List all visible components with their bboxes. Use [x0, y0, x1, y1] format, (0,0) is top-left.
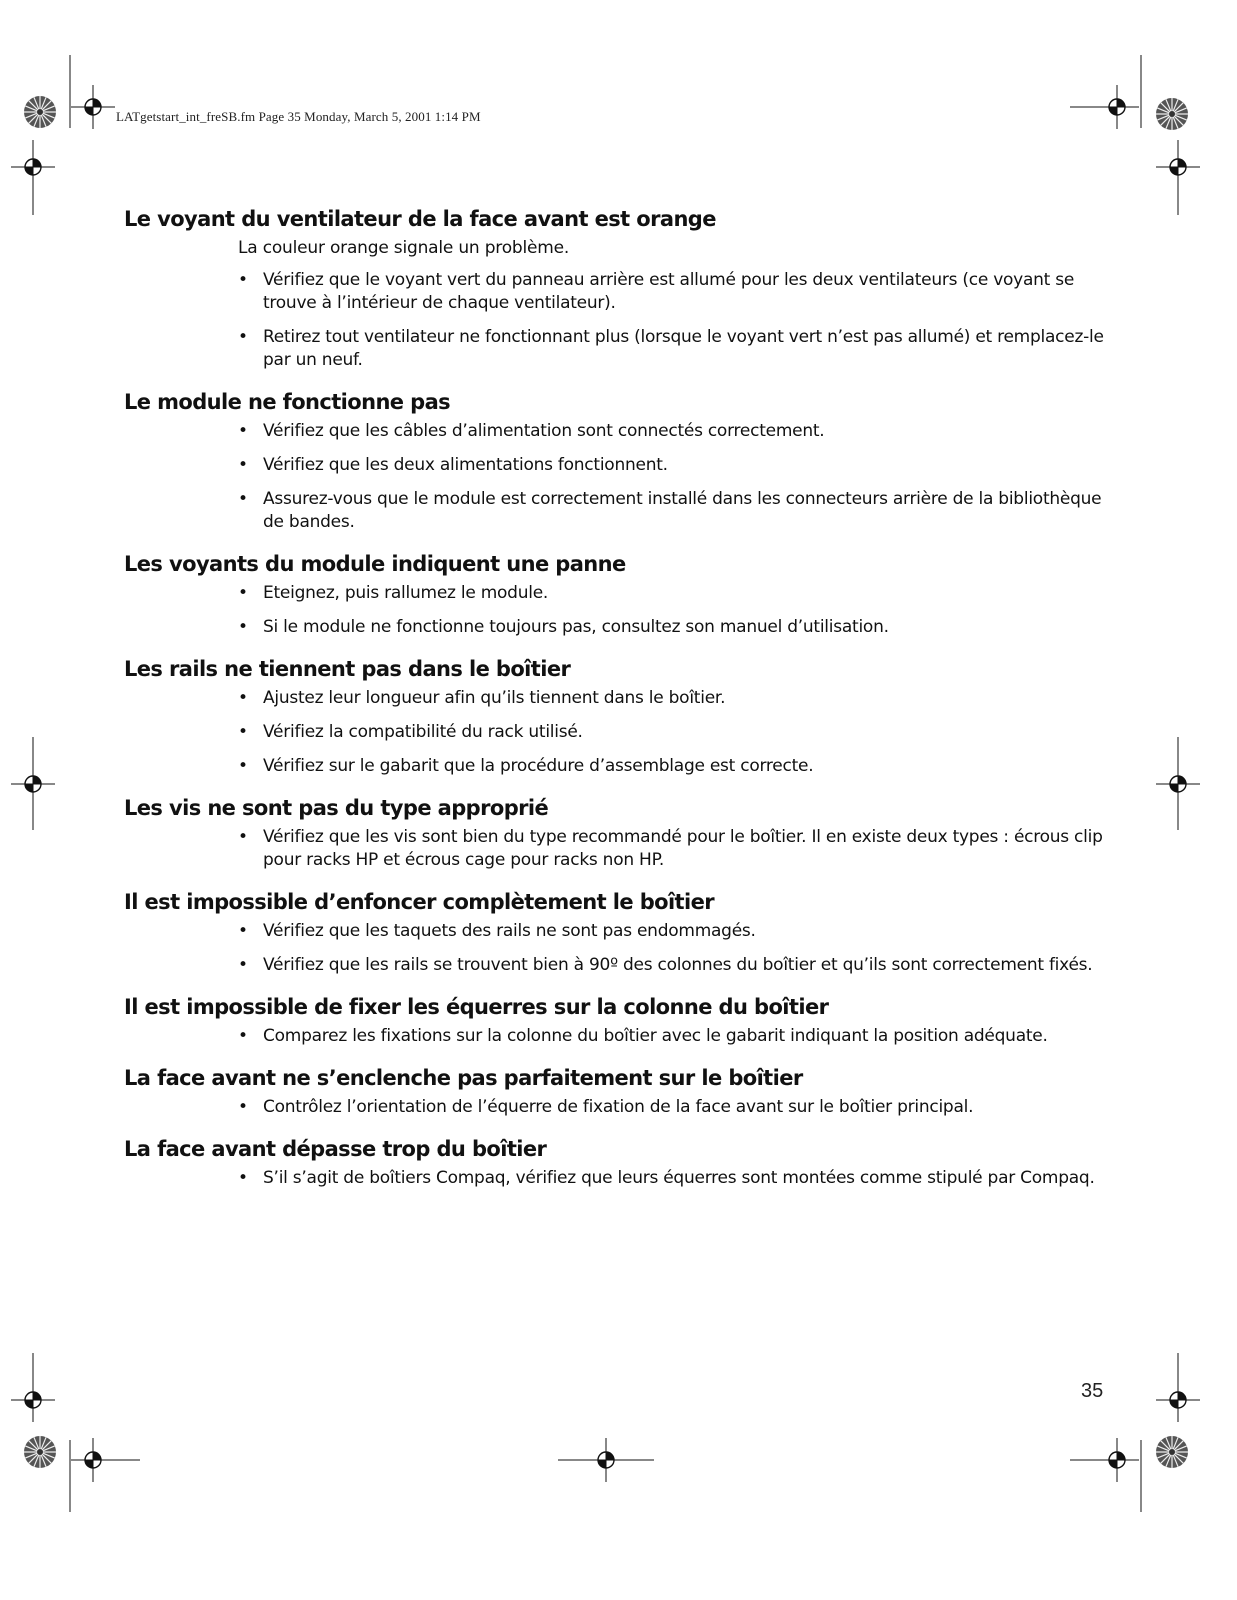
color-target-icon — [24, 1436, 56, 1468]
bullet-icon: • — [238, 617, 248, 637]
list-item-text: Vérifiez que les deux alimentations fonctionnent. — [263, 455, 668, 475]
bullet-list — [124, 920, 1104, 977]
section-title: Les voyants du module indiquent une panne — [124, 552, 626, 576]
list-item-text: Assurez-vous que le module est correctement installé dans les connecteurs arrière de la bibliothèque de bandes. — [263, 489, 1102, 532]
section — [124, 387, 1104, 534]
list-item-text: Ajustez leur longueur afin qu’ils tiennent dans le boîtier. — [263, 688, 726, 708]
section-intro: La couleur orange signale un problème. — [238, 238, 570, 258]
bullet-icon: • — [238, 955, 248, 975]
section-title: Les rails ne tiennent pas dans le boîtier — [124, 657, 571, 681]
registration-mark-icon — [71, 85, 115, 129]
bullet-list — [124, 826, 1104, 872]
list-item — [238, 616, 1104, 639]
bullet-icon: • — [238, 688, 248, 708]
bullet-icon: • — [238, 455, 248, 475]
section-title: La face avant dépasse trop du boîtier — [124, 1137, 547, 1161]
list-item-text: Vérifiez que les câbles d’alimentation sont connectés correctement. — [263, 421, 825, 441]
bullet-icon: • — [238, 270, 248, 290]
bullet-icon: • — [238, 756, 248, 776]
section — [124, 1063, 1104, 1119]
list-item-text: Vérifiez que les taquets des rails ne sont pas endommagés. — [263, 921, 756, 941]
page-header: LATgetstart_int_freSB.fm Page 35 Monday, March 5, 2001 1:14 PM — [116, 109, 481, 124]
list-item — [238, 420, 1104, 443]
bullet-list — [124, 420, 1104, 534]
section — [124, 992, 1104, 1048]
document-body — [124, 204, 1104, 1205]
list-item — [238, 920, 1104, 943]
section-title: Le module ne fonctionne pas — [124, 390, 451, 414]
section — [124, 549, 1104, 639]
bullet-list — [124, 1025, 1104, 1048]
list-item-text: Contrôlez l’orientation de l’équerre de fixation de la face avant sur le boîtier principal. — [263, 1097, 974, 1117]
bullet-icon: • — [238, 583, 248, 603]
list-item — [238, 755, 1104, 778]
section — [124, 887, 1104, 977]
section-title: Les vis ne sont pas du type approprié — [124, 796, 549, 820]
bullet-icon: • — [238, 421, 248, 441]
bullet-icon: • — [238, 327, 248, 347]
list-item — [238, 721, 1104, 744]
section-title: Il est impossible d’enfoncer complètement le boîtier — [124, 890, 714, 914]
section-title: Le voyant du ventilateur de la face avant est orange — [124, 207, 716, 231]
list-item — [238, 582, 1104, 605]
bullet-icon: • — [238, 921, 248, 941]
color-target-icon — [24, 96, 56, 128]
list-item — [238, 1025, 1104, 1048]
list-item-text: Vérifiez que le voyant vert du panneau arrière est allumé pour les deux ventilateurs (ce voyant se trouve à l’intérieur de chaque ventilateur). — [263, 270, 1075, 313]
list-item-text: Vérifiez que les rails se trouvent bien à 90º des colonnes du boîtier et qu’ils sont correctement fixés. — [263, 955, 1093, 975]
list-item-text: Si le module ne fonctionne toujours pas, consultez son manuel d’utilisation. — [263, 617, 889, 637]
bullet-list — [124, 687, 1104, 778]
bullet-icon: • — [238, 1026, 248, 1046]
bullet-icon: • — [238, 489, 248, 509]
section — [124, 204, 1104, 372]
section — [124, 1134, 1104, 1190]
section — [124, 654, 1104, 778]
list-item — [238, 488, 1104, 534]
bullet-list — [124, 1096, 1104, 1119]
section-title: Il est impossible de fixer les équerres sur la colonne du boîtier — [124, 995, 829, 1019]
section-title: La face avant ne s’enclenche pas parfaitement sur le boîtier — [124, 1066, 803, 1090]
section — [124, 793, 1104, 872]
list-item — [238, 1167, 1104, 1190]
list-item-text: Vérifiez la compatibilité du rack utilisé. — [263, 722, 583, 742]
list-item-text: Vérifiez sur le gabarit que la procédure d’assemblage est correcte. — [263, 756, 814, 776]
list-item — [238, 326, 1104, 372]
list-item-text: Comparez les fixations sur la colonne du boîtier avec le gabarit indiquant la position adéquate. — [263, 1026, 1048, 1046]
bullet-list — [124, 582, 1104, 639]
bullet-icon: • — [238, 1168, 248, 1188]
color-target-icon — [1156, 1436, 1188, 1468]
list-item — [238, 826, 1104, 872]
list-item — [238, 1096, 1104, 1119]
bullet-list — [124, 269, 1104, 372]
color-target-icon — [1156, 98, 1188, 130]
list-item — [238, 454, 1104, 477]
page-number: 35 — [1081, 1380, 1104, 1402]
list-item-text: Retirez tout ventilateur ne fonctionnant plus (lorsque le voyant vert n’est pas allumé) et remplacez-le par un neuf. — [263, 327, 1104, 370]
bullet-icon: • — [238, 722, 248, 742]
bullet-icon: • — [238, 1097, 248, 1117]
list-item — [238, 687, 1104, 710]
list-item — [238, 269, 1104, 315]
bullet-icon: • — [238, 827, 248, 847]
bullet-list — [124, 1167, 1104, 1190]
list-item — [238, 954, 1104, 977]
list-item-text: S’il s’agit de boîtiers Compaq, vérifiez que leurs équerres sont montées comme stipulé par Compaq. — [263, 1168, 1095, 1188]
list-item-text: Vérifiez que les vis sont bien du type recommandé pour le boîtier. Il en existe deux types : écrous clip pour racks HP et écrous cage pour racks non HP. — [263, 827, 1103, 870]
list-item-text: Eteignez, puis rallumez le module. — [263, 583, 549, 603]
